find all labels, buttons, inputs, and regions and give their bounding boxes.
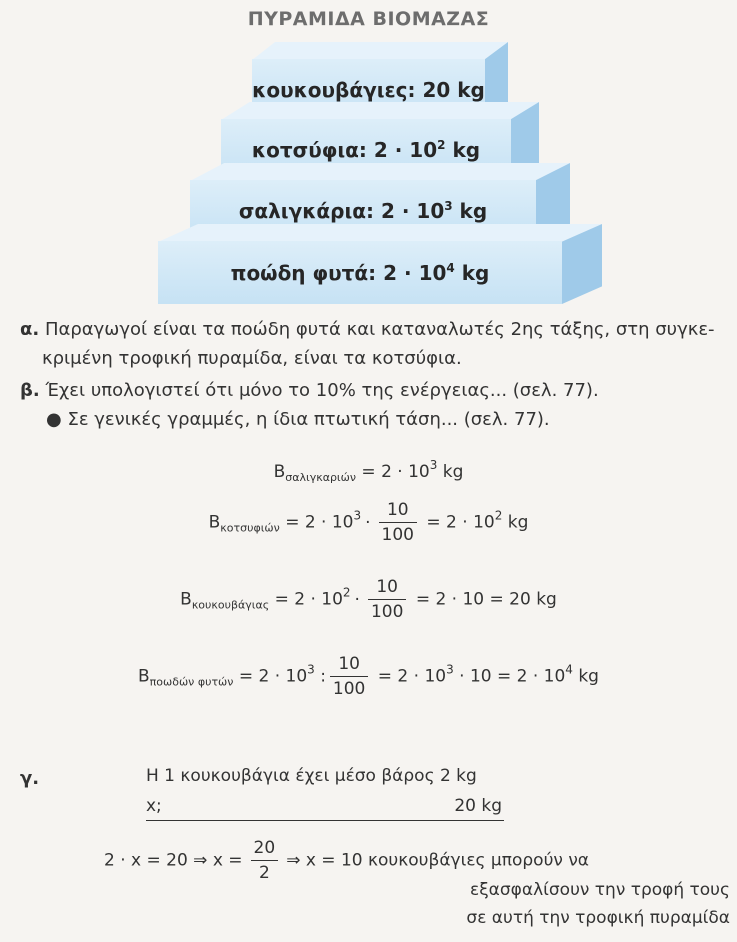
proportion-row xyxy=(146,796,504,821)
equation-snails: $B_{\sigma\alpha\lambda\iota\gamma\kappa\alpha\rho\iota ώ\nu} = 2 \cdot 10^3$ kg xyxy=(273,458,464,484)
level-label: ποώδη φυτά: $2 \cdot 10^4$ kg xyxy=(230,260,490,285)
answer-b-marker: β. xyxy=(20,380,40,401)
pyramid-level-plants xyxy=(158,224,602,304)
equation-plants: $B_{\pi o\omega\delta ώ\nu \varphi\upsilon\tau ώ\nu} = 2 \cdot 10^3$ : $\frac{10}{100}$ = $2 \cdot 10^3 \cdot 10 = 2 \cdot 10^4$ kg xyxy=(138,654,599,699)
answer-a-text-cont: κριμένη τροφική πυραμίδα, είναι τα κοτσύφια. xyxy=(42,348,462,369)
answer-c-cont2: σε αυτή την τροφική πυραμίδα xyxy=(466,908,730,928)
pyramid-title: ΠΥΡΑΜΙΔΑ ΒΙΟΜΑΖΑΣ xyxy=(247,8,490,30)
answer-a-marker: α. xyxy=(20,319,40,340)
level-label: σαλιγκάρια: $2 \cdot 10^3$ kg xyxy=(238,198,488,223)
equation-blackbirds: $B_{\kappa o\tau\sigma\upsilon\varphi\iota ώ\nu} = 2 \cdot 10^3$ · $\frac{10}{100}$ = $2 \cdot 10^2$ kg xyxy=(208,500,529,545)
answer-b-text: Έχει υπολογιστεί ότι μόνο το 10% της ενέργειας... (σελ. 77). xyxy=(45,380,599,401)
x-value: 20 kg xyxy=(454,796,502,816)
answer-c-cont1: εξασφαλίσουν την τροφή τους xyxy=(470,880,730,900)
answer-b xyxy=(20,376,730,434)
answer-c-marker: γ. xyxy=(20,768,40,789)
answer-c-line1: Η 1 κουκουβάγια έχει μέσο βάρος 2 kg xyxy=(146,766,477,786)
answer-a xyxy=(20,315,730,373)
x-label: x; xyxy=(146,796,162,816)
answer-b-bullet: Σε γενικές γραμμές, η ίδια πτωτική τάση... (σελ. 77). xyxy=(67,409,550,430)
bullet-icon: ● xyxy=(46,409,62,430)
equation-owls: $B_{\kappa o\upsilon\kappa o\upsilon\beta ά\gamma\iota\alpha\varsigma} = 2 \cdot 10^2$ · $\frac{10}{100}$ = 2 · 10 = 20 kg xyxy=(180,577,557,622)
answer-a-text: Παραγωγοί είναι τα ποώδη φυτά και καταναλωτές 2ης τάξης, στη συγκε- xyxy=(44,319,715,340)
level-label: κουκουβάγιες: 20 kg xyxy=(252,77,485,102)
level-label: κοτσύφια: $2 \cdot 10^2$ kg xyxy=(251,137,481,162)
answer-c-calculation: 2 · x = 20 ⇒ x = $\frac{20}{2}$ ⇒ x = 10 κουκουβάγιες μπορούν να xyxy=(104,838,590,883)
